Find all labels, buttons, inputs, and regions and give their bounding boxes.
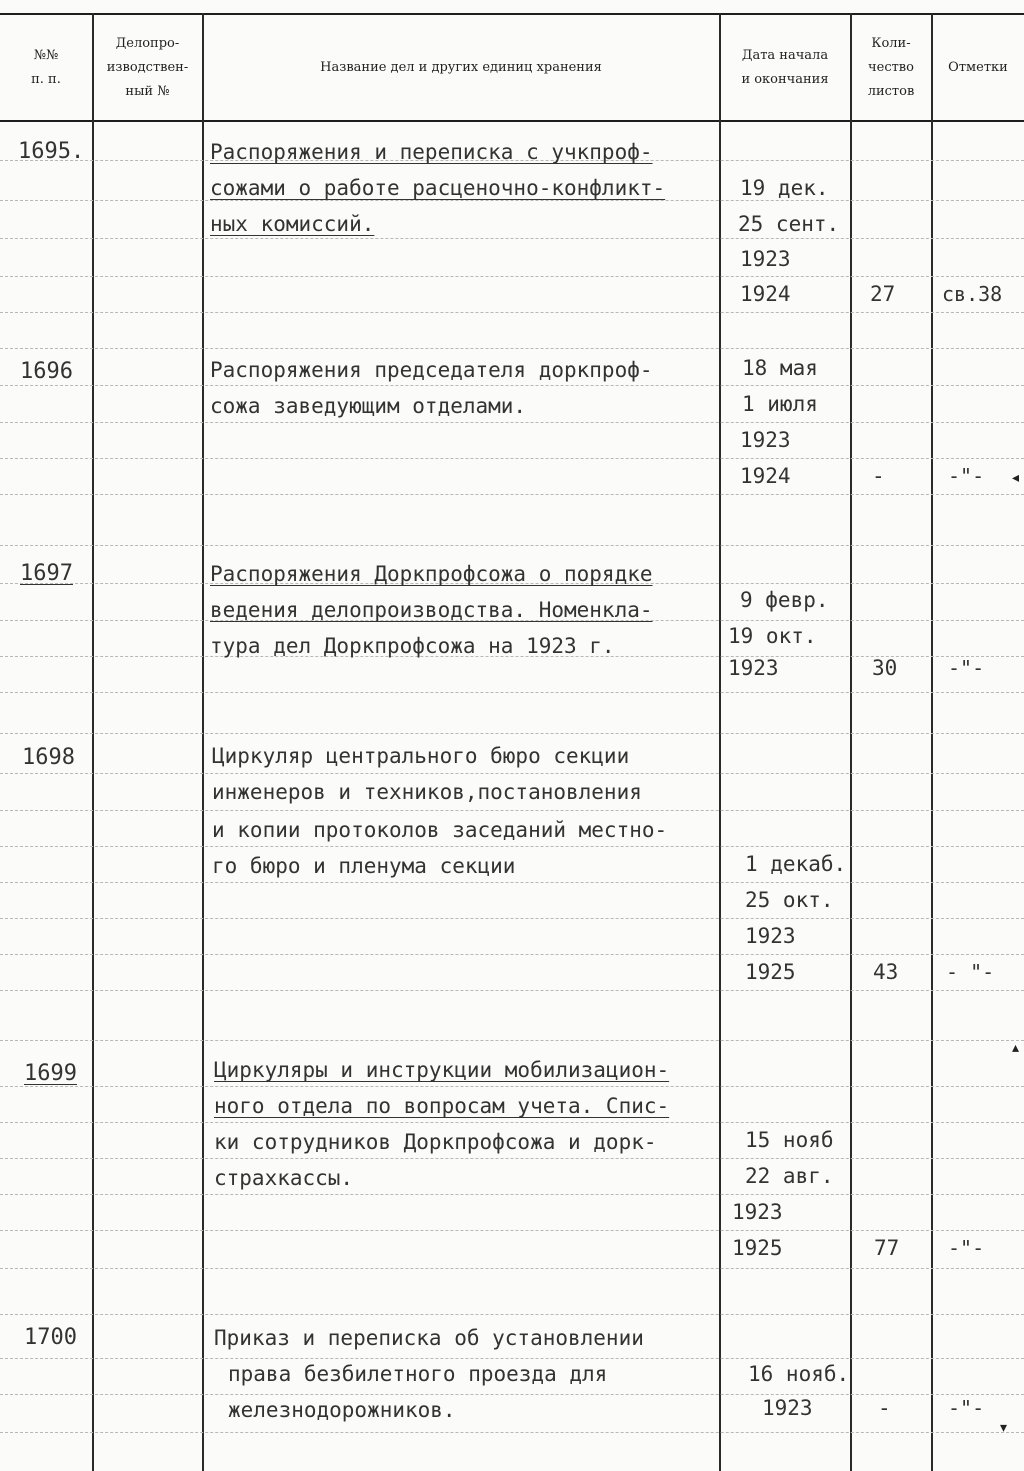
title-line: ведения делопроизводства. Номенкла- xyxy=(210,598,653,622)
header-title: Название дел и других единиц хранения xyxy=(320,59,602,75)
sheet-count: 27 xyxy=(870,282,896,306)
title-line: инженеров и техников,постановления xyxy=(212,780,642,804)
sheet-count: 77 xyxy=(874,1236,900,1260)
title-line: тура дел Доркпрофсожа на 1923 г. xyxy=(210,634,615,658)
date-line: 1923 xyxy=(740,247,791,271)
title-line: Циркуляр центрального бюро секции xyxy=(212,744,630,768)
ruling-line xyxy=(0,1314,1024,1315)
date-line: 1923 xyxy=(745,924,796,948)
ruling-line xyxy=(0,810,1024,811)
note: -"- xyxy=(948,656,985,680)
ruling-line xyxy=(0,238,1024,239)
title-line: го бюро и пленума секции xyxy=(212,854,516,878)
row-number: 1696 xyxy=(20,359,73,384)
ruling-line xyxy=(0,348,1024,349)
column-divider xyxy=(202,13,204,1471)
ruling-line xyxy=(0,494,1024,495)
date-line: 1925 xyxy=(745,960,796,984)
date-line: 16 нояб. xyxy=(748,1362,850,1386)
ruling-line xyxy=(0,733,1024,734)
row-number: 1695. xyxy=(18,139,85,164)
row-number: 1699 xyxy=(24,1061,77,1086)
date-line: 22 авг. xyxy=(745,1164,834,1188)
date-line: 1923 xyxy=(728,656,779,680)
date-line: 18 мая xyxy=(742,356,818,380)
ruling-line xyxy=(0,954,1024,955)
title-line: ного отдела по вопросам учета. Спис- xyxy=(214,1094,670,1118)
note: -"- xyxy=(948,464,985,488)
margin-arrow-icon: ▴ xyxy=(1012,1040,1020,1056)
title-line: Циркуляры и инструкции мобилизацион- xyxy=(214,1058,670,1082)
header-notes: Отметки xyxy=(948,59,1008,75)
date-line: 15 нояб xyxy=(745,1128,834,1152)
row-number: 1698 xyxy=(22,745,75,770)
ruling-line xyxy=(0,1194,1024,1195)
date-line: 9 февр. xyxy=(740,588,829,612)
title-line: Распоряжения Доркпрофсожа о порядке xyxy=(210,562,653,586)
column-divider xyxy=(92,13,94,1471)
header-bottom-border xyxy=(0,120,1024,122)
margin-arrow-icon: ▾ xyxy=(1000,1420,1008,1436)
date-line: 1 июля xyxy=(742,392,818,416)
column-divider xyxy=(719,13,721,1471)
date-line: 1925 xyxy=(732,1236,783,1260)
ruling-line xyxy=(0,990,1024,991)
date-line: 19 окт. xyxy=(728,624,817,648)
date-line: 1923 xyxy=(732,1200,783,1224)
ruling-line xyxy=(0,1432,1024,1433)
sheet-count: 30 xyxy=(872,656,898,680)
title-line: ки сотрудников Доркпрофсожа и дорк- xyxy=(214,1130,657,1154)
title-line: Распоряжения председателя доркпроф- xyxy=(210,358,653,382)
note: - "- xyxy=(946,960,995,984)
title-line: железнодорожников. xyxy=(228,1398,456,1422)
ruling-line xyxy=(0,692,1024,693)
ruling-line xyxy=(0,545,1024,546)
date-line: 1924 xyxy=(740,282,791,306)
title-line: Приказ и переписка об установлении xyxy=(214,1326,644,1350)
header-sheets: Коли- чество листов xyxy=(867,35,915,99)
ruling-line xyxy=(0,1230,1024,1231)
header-dates: Дата начала и окончания xyxy=(741,47,829,87)
column-divider xyxy=(850,13,852,1471)
note: -"- xyxy=(948,1396,985,1420)
title-line: и копии протоколов заседаний местно- xyxy=(212,818,668,842)
date-line: 1923 xyxy=(762,1396,813,1420)
note: св.38 xyxy=(942,282,1003,306)
header-number: №№ п. п. xyxy=(31,47,61,87)
date-line: 25 сент. xyxy=(738,212,840,236)
ruling-line xyxy=(0,1040,1024,1041)
row-number: 1700 xyxy=(24,1325,77,1350)
ruling-line xyxy=(0,312,1024,313)
date-line: 1 декаб. xyxy=(745,852,847,876)
date-line: 19 дек. xyxy=(740,176,829,200)
note: -"- xyxy=(948,1236,985,1260)
sheet-count: - xyxy=(878,1396,891,1420)
header-office-number: Делопро- изводствен- ный № xyxy=(106,35,189,99)
title-line: права безбилетного проезда для xyxy=(228,1362,608,1386)
title-line: Распоряжения и переписка с учкпроф- xyxy=(210,140,653,164)
column-divider xyxy=(931,13,933,1471)
ruling-line xyxy=(0,1394,1024,1395)
ruling-line xyxy=(0,918,1024,919)
title-line: сожа заведующим отделами. xyxy=(210,394,527,418)
margin-arrow-icon: ◂ xyxy=(1012,470,1020,486)
title-line: страхкассы. xyxy=(214,1166,354,1190)
ruling-line xyxy=(0,458,1024,459)
title-line: ных комиссий. xyxy=(210,212,375,236)
date-line: 1924 xyxy=(740,464,791,488)
sheet-count: - xyxy=(872,464,885,488)
date-line: 25 окт. xyxy=(745,888,834,912)
ruling-line xyxy=(0,1268,1024,1269)
sheet-count: 43 xyxy=(873,960,899,984)
title-line: сожами о работе расценочно-конфликт- xyxy=(210,176,666,200)
row-number: 1697 xyxy=(20,561,73,586)
date-line: 1923 xyxy=(740,428,791,452)
